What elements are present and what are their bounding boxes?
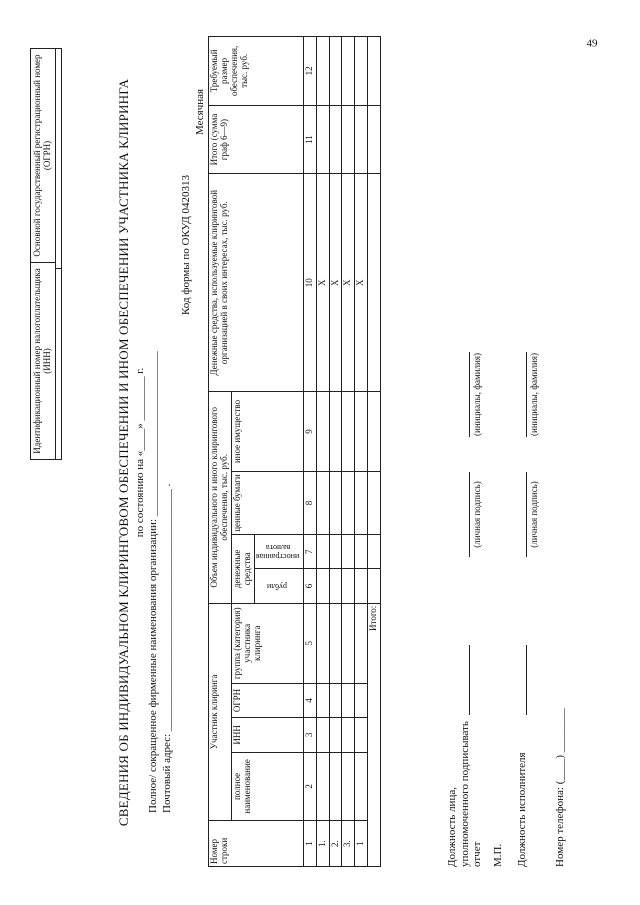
column-number: 9 xyxy=(303,391,316,471)
column-number-row xyxy=(303,37,316,867)
collateral-table xyxy=(208,36,381,867)
own-funds-header: Денежные средства, используемые клиринговой организацией в своих интересах, тыс. руб. xyxy=(209,174,304,392)
total-header: Итого (сумма граф 6—9) xyxy=(209,105,304,174)
header-row-1 xyxy=(209,37,232,867)
column-number: 5 xyxy=(303,603,316,683)
own-funds-cell: X xyxy=(316,174,329,392)
ogrn-header: ОГРН xyxy=(231,683,303,717)
securities-header: ценные бумаги xyxy=(231,472,303,535)
name-caption: (инициалы, фамилия) xyxy=(529,353,539,436)
row-number: 1 xyxy=(355,821,368,867)
own-funds-cell: X xyxy=(329,174,342,392)
row-number: 2. xyxy=(329,821,342,867)
name-caption: (инициалы, фамилия) xyxy=(472,353,482,436)
inn-label: Идентификационный номер налогоплательщика (ИНН) xyxy=(31,262,55,459)
full-name-header: полное наименование xyxy=(231,752,303,821)
organization-name-line: Полное/ сокращенное фирменные наименования организации: ______________________________ xyxy=(147,351,159,813)
phone-number-line: Номер телефона: (____) ________ xyxy=(554,708,566,867)
column-number: 7 xyxy=(303,535,316,569)
money-header: денежные средства xyxy=(231,535,254,604)
inn-header: ИНН xyxy=(231,718,303,752)
authorized-position-label: Должность лица, уполномоченного подписывать отчет xyxy=(446,721,484,867)
inn-ogrn-value-row xyxy=(55,48,62,460)
executor-name-line xyxy=(526,352,527,437)
row-number-header: Номер строки xyxy=(209,821,304,867)
authorized-name-line xyxy=(469,352,470,437)
row-number: 1. xyxy=(316,821,329,867)
foreign-currency-header: иностранная валюта xyxy=(254,535,303,569)
ogrn-label: Основной государственный регистрационный номер (ОГРН) xyxy=(32,54,52,257)
authorized-position-line xyxy=(469,645,470,715)
executor-signature-line xyxy=(526,472,527,557)
as-of-date: по состоянию на «____» ________ г. xyxy=(134,367,146,538)
column-number: 3 xyxy=(303,718,316,752)
periodicity: Месячная xyxy=(194,88,206,135)
rubles-header: рубли xyxy=(254,569,303,603)
column-number: 10 xyxy=(303,174,316,392)
group-header: группа (категория) участника клиринга xyxy=(231,603,303,683)
column-number: 11 xyxy=(303,105,316,174)
column-number: 6 xyxy=(303,569,316,603)
postal-address-line: Почтовый адрес: ____________________________________________ . xyxy=(161,483,173,813)
table-row xyxy=(316,37,329,867)
row-number: 3. xyxy=(342,821,355,867)
total-row xyxy=(368,37,381,867)
other-property-header: иное имущество xyxy=(231,391,303,471)
own-funds-cell: X xyxy=(342,174,355,392)
table-row xyxy=(342,37,355,867)
executor-position-label: Должность исполнителя xyxy=(516,752,528,867)
form-title: СВЕДЕНИЯ ОБ ИНДИВИДУАЛЬНОМ КЛИРИНГОВОМ ОБЕСПЕЧЕНИИ И ИНОМ ОБЕСПЕЧЕНИИ УЧАСТНИКА КЛИРИНГА xyxy=(116,78,131,827)
page-number: 49 xyxy=(586,37,598,50)
column-number: 8 xyxy=(303,472,316,535)
executor-position-line xyxy=(526,645,527,715)
column-number: 1 xyxy=(303,821,316,867)
authorized-signature-line xyxy=(469,472,470,557)
volume-header: Объем индивидуального и иного клирингового обеспечения, тыс. руб. xyxy=(209,391,232,603)
table-row xyxy=(355,37,368,867)
form-sheet xyxy=(22,30,612,875)
own-funds-cell: X xyxy=(355,174,368,392)
total-label: Итого: xyxy=(368,603,381,866)
seal-label: М.П. xyxy=(492,843,504,867)
signature-caption: (личная подпись) xyxy=(472,481,482,548)
inn-ogrn-box xyxy=(30,48,56,460)
required-header: Требуемый размер обеспечения, тыс. руб. xyxy=(209,37,304,106)
column-number: 4 xyxy=(303,683,316,717)
column-number: 12 xyxy=(303,37,316,106)
okud-code: Код формы по ОКУД 0420313 xyxy=(180,174,192,315)
participant-header: Участник клиринга xyxy=(209,603,232,821)
signature-caption: (личная подпись) xyxy=(529,481,539,548)
column-number: 2 xyxy=(303,752,316,821)
table-row xyxy=(329,37,342,867)
